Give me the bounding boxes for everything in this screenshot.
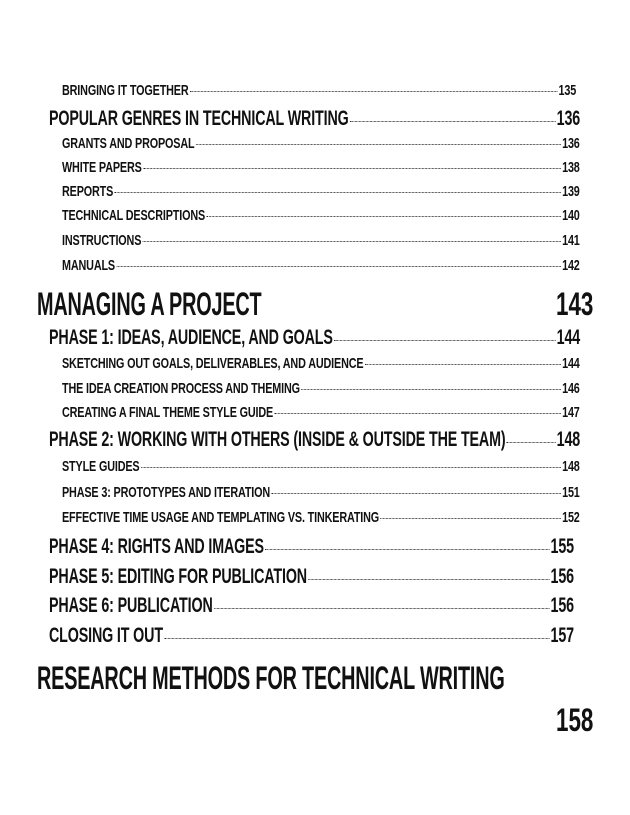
toc-entry-title: SKETCHING OUT GOALS, DELIVERABLES, AND AUDIENCE [62,355,364,372]
dot-leader [115,192,561,193]
dot-leader [308,579,549,580]
dot-leader [272,493,561,494]
toc-entry-manuals[interactable] [62,257,580,274]
toc-section-title: POPULAR GENRES IN TECHNICAL WRITING [49,107,349,130]
toc-entry-phase-3-prototypes[interactable] [62,484,580,501]
toc-entry-idea-creation[interactable] [62,380,580,397]
toc-section-title: CLOSING IT OUT [49,624,163,647]
toc-entry-white-papers[interactable] [62,159,580,176]
dot-leader [381,518,561,519]
dot-leader [206,216,560,217]
dot-leader [365,364,561,365]
toc-entry-grants[interactable] [62,135,580,152]
toc-section-popular-genres[interactable] [49,107,580,131]
toc-entry-page: 135 [558,82,577,99]
toc-entry-page: 147 [562,404,580,421]
toc-chapter-research-methods[interactable]: RESEARCH METHODS FOR TECHNICAL WRITING [37,660,505,696]
toc-section-phase-4[interactable] [49,535,574,559]
toc-chapter-page-managing: 143 [555,286,593,322]
toc-section-title: PHASE 1: IDEAS, AUDIENCE, AND GOALS [49,326,333,349]
toc-entry-sketching-out-goals[interactable] [62,355,580,372]
toc-entry-page: 151 [562,484,580,501]
toc-entry-title: INSTRUCTIONS [62,232,142,249]
dot-leader [143,241,561,242]
toc-section-page: 136 [556,107,581,130]
dot-leader [334,340,555,341]
toc-section-page: 148 [556,428,581,451]
toc-entry-effective-time-usage[interactable] [62,509,580,526]
toc-entry-page: 138 [562,159,580,176]
toc-entry-title: BRINGING IT TOGETHER [62,82,189,99]
toc-entry-title: MANUALS [62,257,115,274]
toc-entry-page: 139 [562,183,580,200]
toc-entry-title: CREATING A FINAL THEME STYLE GUIDE [62,404,274,421]
toc-entry-technical-descriptions[interactable] [62,207,580,224]
toc-section-page: 156 [550,594,574,617]
toc-entry-page: 144 [562,355,580,372]
toc-entry-title: REPORTS [62,183,114,200]
toc-entry-page: 146 [562,380,580,397]
toc-section-phase-1[interactable] [49,326,580,350]
dot-leader [265,549,549,550]
dot-leader [350,121,555,122]
toc-section-closing-it-out[interactable] [49,624,574,648]
toc-section-title: PHASE 5: EDITING FOR PUBLICATION [49,565,307,588]
dot-leader [301,389,560,390]
toc-section-title: PHASE 6: PUBLICATION [49,594,213,617]
toc-section-page: 157 [550,624,574,647]
dot-leader [196,144,561,145]
dot-leader [507,442,555,443]
toc-section-phase-2[interactable] [49,428,580,452]
toc-chapter-managing-a-project[interactable]: MANAGING A PROJECT [37,286,262,322]
dot-leader [214,608,549,609]
toc-section-title: PHASE 2: WORKING WITH OTHERS (INSIDE & OUTSIDE THE TEAM) [49,428,506,451]
toc-entry-page: 148 [562,458,580,475]
dot-leader [116,266,560,267]
dot-leader [143,168,561,169]
toc-entry-page: 140 [562,207,580,224]
dot-leader [275,413,561,414]
toc-entry-instructions[interactable] [62,232,580,249]
toc-entry-title: WHITE PAPERS [62,159,142,176]
toc-entry-page: 141 [562,232,580,249]
toc-section-title: PHASE 4: RIGHTS AND IMAGES [49,535,264,558]
toc-entry-title: TECHNICAL DESCRIPTIONS [62,207,206,224]
toc-entry-final-theme-style-guide[interactable] [62,404,580,421]
dot-leader [141,467,561,468]
toc-entry-style-guides[interactable] [62,458,580,475]
toc-entry-title: THE IDEA CREATION PROCESS AND THEMING [62,380,300,397]
toc-entry-page: 152 [562,509,580,526]
toc-entry-title: STYLE GUIDES [62,458,140,475]
toc-section-phase-5[interactable] [49,565,574,589]
toc-section-page: 155 [550,535,574,558]
dot-leader [190,91,557,92]
toc-entry-page: 142 [562,257,580,274]
dot-leader [164,638,549,639]
toc-section-page: 156 [550,565,574,588]
toc-entry-title: EFFECTIVE TIME USAGE AND TEMPLATING VS. TINKERATING [62,509,380,526]
toc-chapter-page-research: 158 [555,702,593,738]
toc-entry-page: 136 [562,135,580,152]
toc-entry-bringing-it-together[interactable] [62,82,576,99]
toc-section-phase-6[interactable] [49,594,574,618]
toc-section-page: 144 [556,326,581,349]
toc-entry-reports[interactable] [62,183,580,200]
toc-entry-title: GRANTS AND PROPOSAL [62,135,195,152]
toc-entry-title: PHASE 3: PROTOTYPES AND ITERATION [62,484,271,501]
